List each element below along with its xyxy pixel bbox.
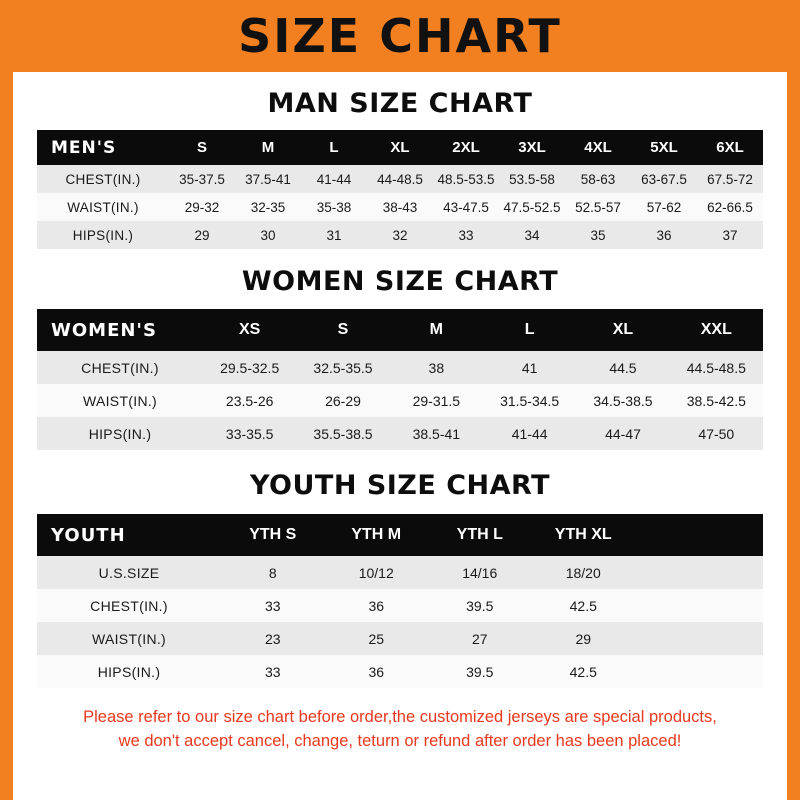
man-col-header: M — [235, 130, 301, 165]
cell: 36 — [325, 655, 429, 688]
man-col-header: 3XL — [499, 130, 565, 165]
cell: 47.5-52.5 — [499, 193, 565, 221]
row-label: CHEST(IN.) — [37, 165, 169, 193]
cell: 27 — [428, 622, 532, 655]
women-section-title: WOMEN SIZE CHART — [241, 266, 559, 297]
table-row — [37, 165, 763, 193]
cell: 44-47 — [576, 417, 669, 450]
cell: 35 — [565, 221, 631, 249]
cell-empty — [635, 556, 763, 589]
man-header-row — [37, 130, 763, 165]
cell: 32-35 — [235, 193, 301, 221]
man-table-body — [37, 165, 763, 249]
cell: 43-47.5 — [433, 193, 499, 221]
cell: 23 — [221, 622, 325, 655]
cell: 18/20 — [532, 556, 636, 589]
youth-section-title: YOUTH SIZE CHART — [249, 470, 551, 501]
cell: 29 — [169, 221, 235, 249]
youth-table-body — [37, 556, 763, 688]
women-col-header: XL — [576, 309, 669, 351]
cell: 35.5-38.5 — [296, 417, 389, 450]
youth-col-header: YTH M — [325, 514, 429, 556]
cell-empty — [635, 589, 763, 622]
cell: 62-66.5 — [697, 193, 763, 221]
cell: 41 — [483, 351, 576, 384]
row-label: CHEST(IN.) — [37, 351, 203, 384]
cell: 36 — [631, 221, 697, 249]
man-section-title: MAN SIZE CHART — [267, 88, 533, 119]
cell-empty — [635, 655, 763, 688]
cell: 33 — [221, 655, 325, 688]
cell: 38-43 — [367, 193, 433, 221]
table-row — [37, 417, 763, 450]
banner — [0, 0, 800, 72]
women-table-head — [37, 309, 763, 351]
row-label: CHEST(IN.) — [37, 589, 221, 622]
cell: 44.5-48.5 — [670, 351, 763, 384]
table-row — [37, 655, 763, 688]
cell: 30 — [235, 221, 301, 249]
youth-col-header: YTH XL — [532, 514, 636, 556]
cell: 29.5-32.5 — [203, 351, 296, 384]
women-col-header: S — [296, 309, 389, 351]
cell: 32.5-35.5 — [296, 351, 389, 384]
cell: 10/12 — [325, 556, 429, 589]
man-col-header: 6XL — [697, 130, 763, 165]
row-label: HIPS(IN.) — [37, 655, 221, 688]
man-col-header: L — [301, 130, 367, 165]
cell: 31 — [301, 221, 367, 249]
youth-col-header-empty — [635, 514, 763, 556]
table-row — [37, 351, 763, 384]
cell: 38 — [390, 351, 483, 384]
cell: 44-48.5 — [367, 165, 433, 193]
page-title: SIZE CHART — [238, 9, 562, 63]
cell: 57-62 — [631, 193, 697, 221]
cell: 26-29 — [296, 384, 389, 417]
cell: 48.5-53.5 — [433, 165, 499, 193]
cell: 37 — [697, 221, 763, 249]
cell: 29-32 — [169, 193, 235, 221]
cell: 41-44 — [483, 417, 576, 450]
youth-corner-header: YOUTH — [37, 514, 221, 556]
cell: 52.5-57 — [565, 193, 631, 221]
row-label: WAIST(IN.) — [37, 193, 169, 221]
cell: 34.5-38.5 — [576, 384, 669, 417]
cell: 35-38 — [301, 193, 367, 221]
women-size-table — [37, 309, 763, 450]
table-row — [37, 221, 763, 249]
row-label: U.S.SIZE — [37, 556, 221, 589]
women-section — [13, 266, 787, 450]
cell: 8 — [221, 556, 325, 589]
row-label: HIPS(IN.) — [37, 221, 169, 249]
cell: 36 — [325, 589, 429, 622]
order-notice — [13, 706, 787, 754]
cell: 39.5 — [428, 589, 532, 622]
table-row — [37, 384, 763, 417]
man-size-table — [37, 130, 763, 249]
cell: 34 — [499, 221, 565, 249]
cell: 38.5-42.5 — [670, 384, 763, 417]
cell: 41-44 — [301, 165, 367, 193]
table-row — [37, 622, 763, 655]
cell: 25 — [325, 622, 429, 655]
table-row — [37, 589, 763, 622]
women-col-header: L — [483, 309, 576, 351]
notice-line-2: we don't accept cancel, change, teturn or refund after order has been placed! — [118, 731, 682, 750]
cell: 32 — [367, 221, 433, 249]
cell: 14/16 — [428, 556, 532, 589]
women-col-header: XS — [203, 309, 296, 351]
row-label: WAIST(IN.) — [37, 384, 203, 417]
cell: 63-67.5 — [631, 165, 697, 193]
row-label: HIPS(IN.) — [37, 417, 203, 450]
cell: 58-63 — [565, 165, 631, 193]
youth-col-header: YTH L — [428, 514, 532, 556]
women-col-header: XXL — [670, 309, 763, 351]
cell: 33 — [433, 221, 499, 249]
cell: 53.5-58 — [499, 165, 565, 193]
man-col-header: XL — [367, 130, 433, 165]
man-corner-header: MEN'S — [37, 130, 169, 165]
youth-header-row — [37, 514, 763, 556]
cell: 44.5 — [576, 351, 669, 384]
cell-empty — [635, 622, 763, 655]
youth-section — [13, 470, 787, 688]
cell: 42.5 — [532, 589, 636, 622]
table-row — [37, 193, 763, 221]
cell: 29 — [532, 622, 636, 655]
man-col-header: 4XL — [565, 130, 631, 165]
women-corner-header: WOMEN'S — [37, 309, 203, 351]
cell: 37.5-41 — [235, 165, 301, 193]
cell: 42.5 — [532, 655, 636, 688]
cell: 35-37.5 — [169, 165, 235, 193]
cell: 39.5 — [428, 655, 532, 688]
youth-table-head — [37, 514, 763, 556]
cell: 47-50 — [670, 417, 763, 450]
youth-col-header: YTH S — [221, 514, 325, 556]
man-table-head — [37, 130, 763, 165]
women-header-row — [37, 309, 763, 351]
table-row — [37, 556, 763, 589]
women-table-body — [37, 351, 763, 450]
man-col-header: 2XL — [433, 130, 499, 165]
cell: 29-31.5 — [390, 384, 483, 417]
notice-line-1: Please refer to our size chart before order,the customized jerseys are special products, — [83, 708, 717, 726]
man-col-header: 5XL — [631, 130, 697, 165]
cell: 23.5-26 — [203, 384, 296, 417]
row-label: WAIST(IN.) — [37, 622, 221, 655]
cell: 67.5-72 — [697, 165, 763, 193]
cell: 31.5-34.5 — [483, 384, 576, 417]
man-col-header: S — [169, 130, 235, 165]
youth-size-table — [37, 514, 763, 688]
cell: 33-35.5 — [203, 417, 296, 450]
cell: 38.5-41 — [390, 417, 483, 450]
women-col-header: M — [390, 309, 483, 351]
cell: 33 — [221, 589, 325, 622]
man-section — [13, 88, 787, 249]
